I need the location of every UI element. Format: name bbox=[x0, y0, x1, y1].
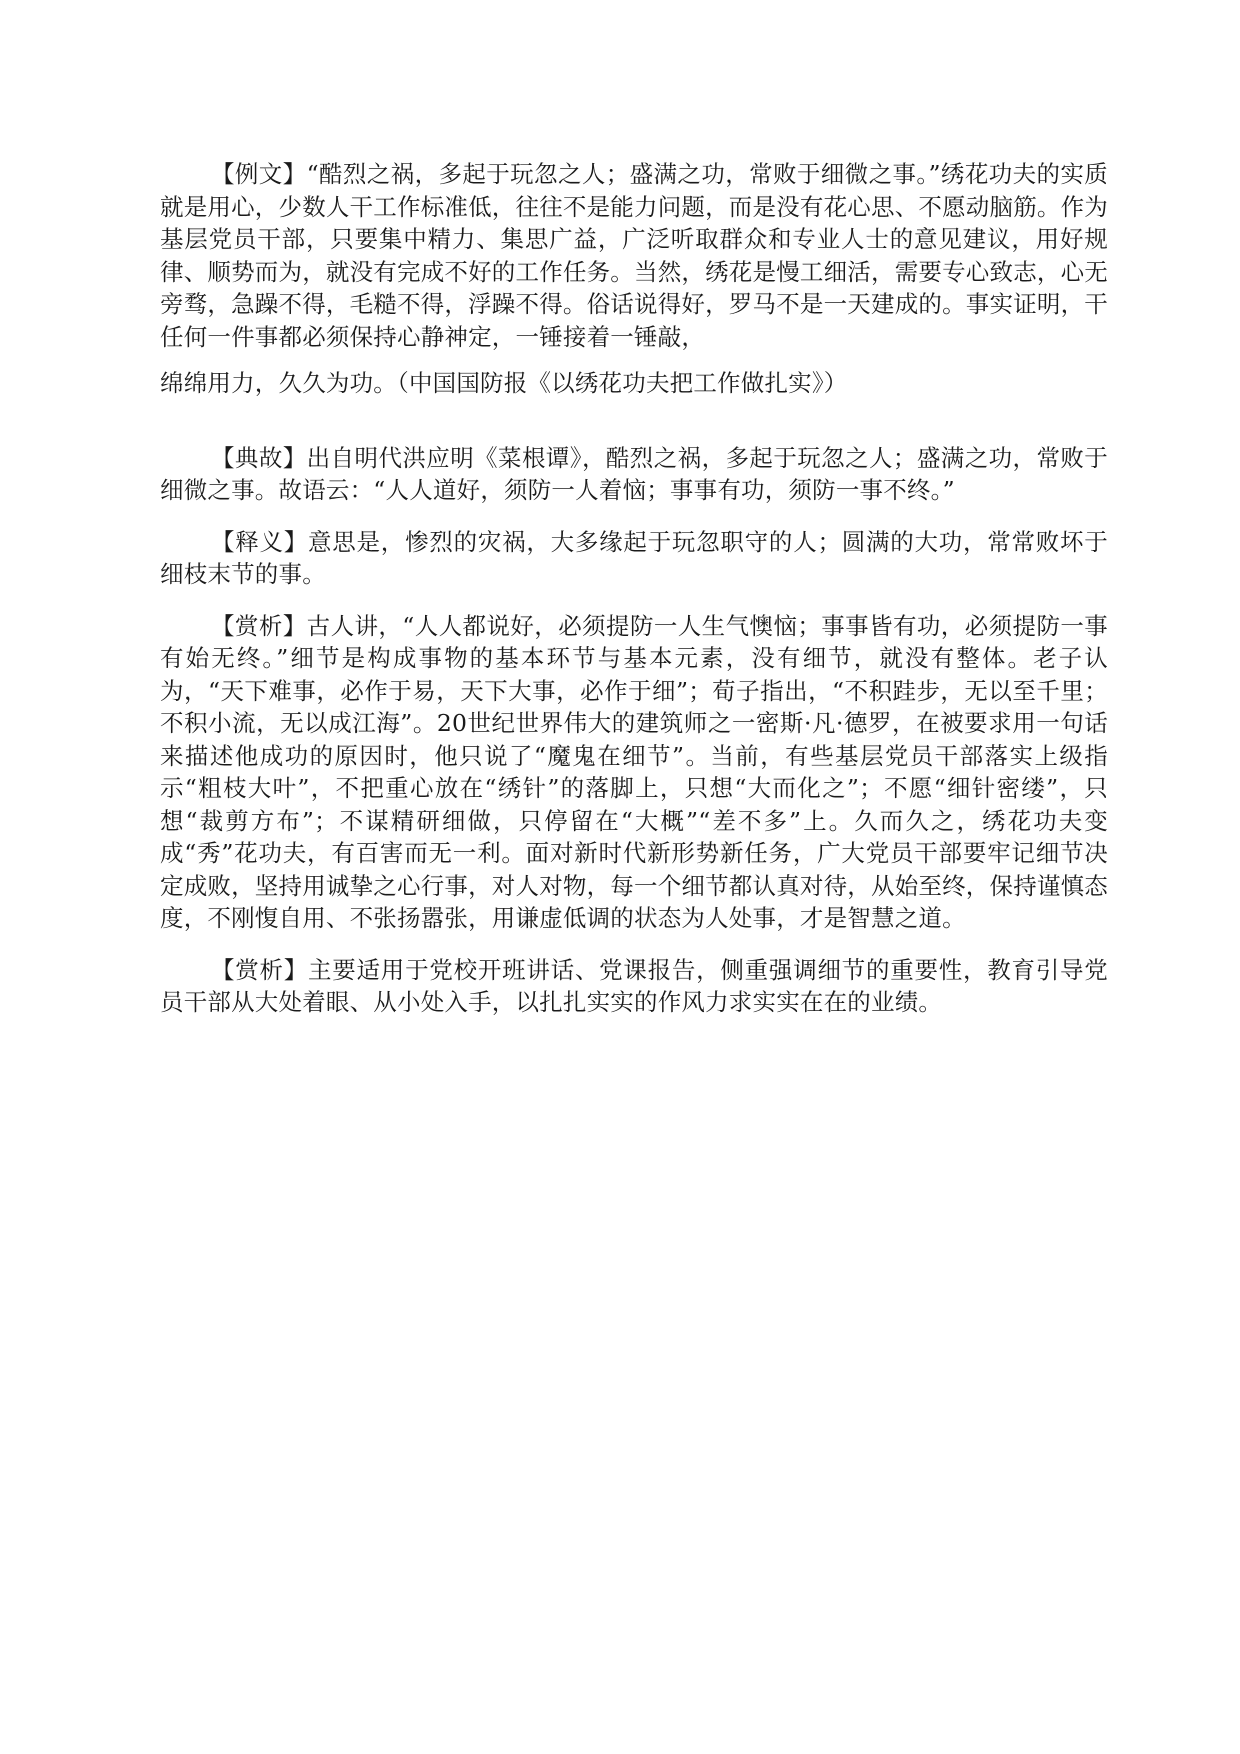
allusion-paragraph: 【典故】出自明代洪应明《菜根谭》，酷烈之祸，多起于玩忽之人；盛满之功，常败于细微之事。故语云：“人人道好，须防一人着恼；事事有功，须防一事不终。” bbox=[160, 443, 1108, 504]
meaning-paragraph: 【释义】意思是，惨烈的灾祸，大多缘起于玩忽职守的人；圆满的大功，常常败坏于细枝末节的事。 bbox=[160, 527, 1108, 588]
analysis-paragraph: 【赏析】古人讲，“人人都说好，必须提防一人生气懊恼；事事皆有功，必须提防一事有始无终。”细节是构成事物的基本环节与基本元素，没有细节，就没有整体。老子认为，“天下难事，必作于易，天下大事，必作于细”；荀子指出，“不积跬步，无以至千里；不积小流，无以成江海”。20世纪世界伟大的建筑师之一密斯·凡·德罗，在被要求用一句话来描述他成功的原因时，他只说了“魔鬼在细节”。当前，有些基层党员干部落实上级指示“粗枝大叶”，不把重心放在“绣针”的落脚上，只想“大而化之”；不愿“细针密缕”，只想“裁剪方布”；不谋精研细做，只停留在“大概”“差不多”上。久而久之，绣花功夫变成“秀”花功夫，有百害而无一利。面对新时代新形势新任务，广大党员干部要牢记细节决定成败，坚持用诚挚之心行事，对人对物，每一个细节都认真对待，从始至终，保持谨慎态度，不刚愎自用、不张扬嚣张，用谦虚低调的状态为人处事，才是智慧之道。 bbox=[160, 611, 1108, 932]
example-text: 【例文】“酷烈之祸，多起于玩忽之人；盛满之功，常败于细微之事。”绣花功夫的实质就是用心，少数人干工作标准低，往往不是能力问题，而是没有花心思、不愿动脑筋。作为基层党员干部，只要集中精力、集思广益，广泛听取群众和专业人士的意见建议，用好规律、顺势而为，就没有完成不好的工作任务。当然，绣花是慢工细活，需要专心致志，心无旁骛，急躁不得，毛糙不得，浮躁不得。俗话说得好，罗马不是一天建成的。事实证明，干任何一件事都必须保持心静神定，一锤接着一锤敲， bbox=[160, 160, 1108, 351]
example-source-line: 绵绵用力，久久为功。（中国国防报《以绣花功夫把工作做扎实》） bbox=[160, 369, 848, 397]
usage-paragraph: 【赏析】主要适用于党校开班讲话、党课报告，侧重强调细节的重要性，教育引导党员干部从大处着眼、从小处入手，以扎扎实实的作风力求实实在在的业绩。 bbox=[160, 955, 1108, 1016]
example-paragraph bbox=[160, 158, 1108, 400]
document-page bbox=[160, 158, 1108, 1019]
